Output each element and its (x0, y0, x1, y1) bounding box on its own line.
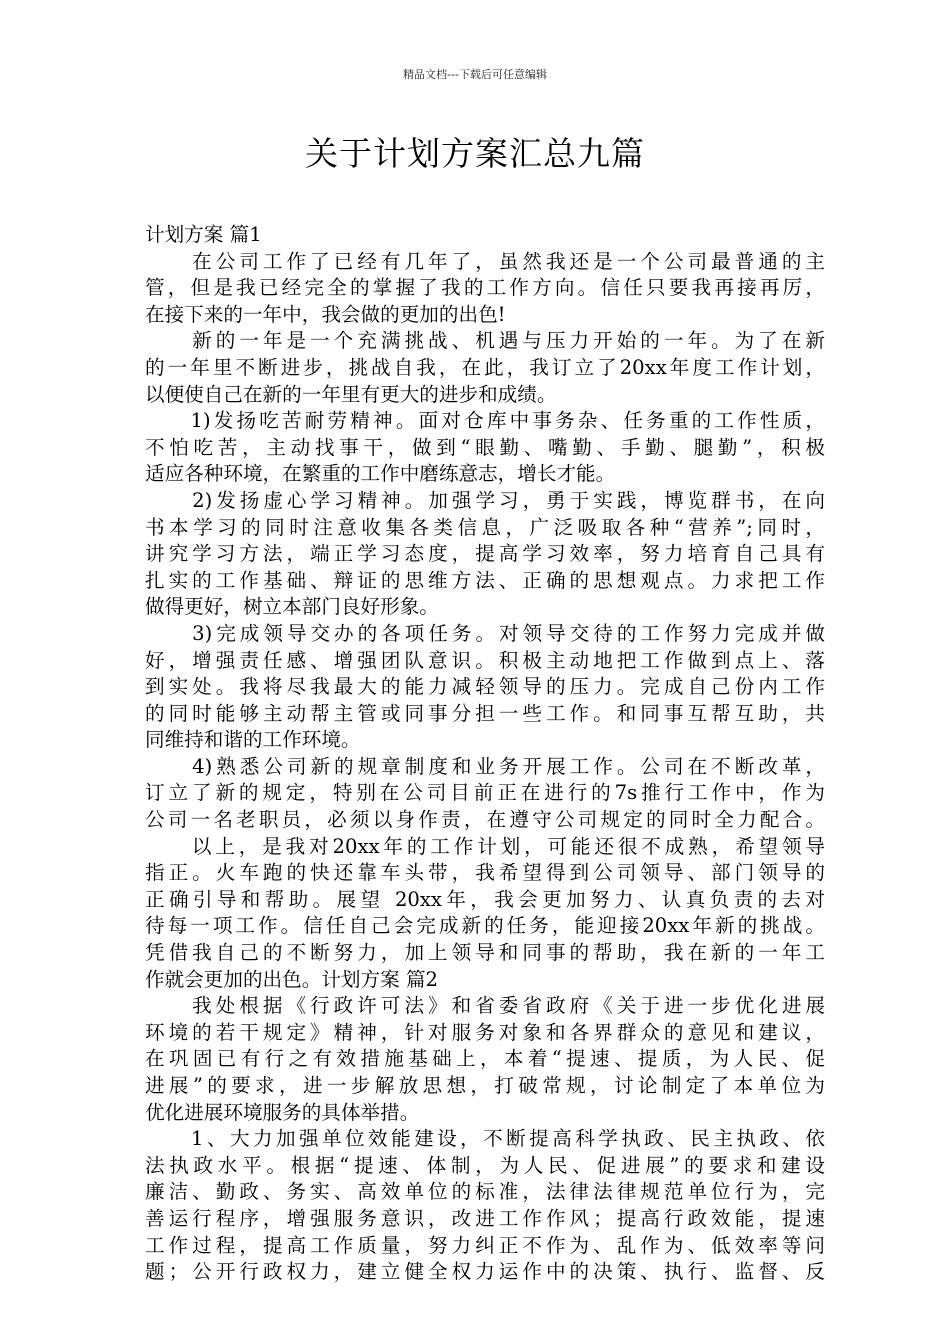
text-line: 1、大力加强单位效能建设，不断提高科学执政、民主执政、依 (145, 1127, 825, 1151)
text-line: 计划方案 篇1 (145, 223, 262, 246)
text-line: 到实处。我将尽我最大的能力减轻领导的压力。完成自己份内工作 (145, 675, 825, 699)
text-line: 在接下来的一年中，我会做的更加的出色! (145, 302, 506, 326)
text-line: 在巩固已有行之有效措施基础上，本着“提速、提质，为人民、促 (145, 1047, 825, 1071)
text-line: 法执政水平。根据“提速、体制，为人民、促进展”的要求和建设 (145, 1153, 825, 1177)
text-line: 待每一项工作。信任自己会完成新的任务，能迎接20xx年新的挑战。 (145, 914, 825, 938)
text-line: 扎实的工作基础、辩证的思维方法、正确的思想观点。力求把工作 (145, 568, 825, 592)
text-line: 讲究学习方法，端正学习态度，提高学习效率，努力培育自己具有 (145, 542, 825, 566)
text-line: 书本学习的同时注意收集各类信息，广泛吸取各种“营养”;同时， (145, 515, 825, 539)
text-line: 管，但是我已经完全的掌握了我的工作方向。信任只要我再接再厉， (145, 276, 825, 300)
text-line: 同维持和谐的工作环境。 (145, 728, 361, 752)
text-line: 新的一年是一个充满挑战、机遇与压力开始的一年。为了在新 (145, 329, 825, 353)
text-line: 廉洁、勤政、务实、高效单位的标准，法律法律规范单位行为，完 (145, 1180, 825, 1204)
text-line: 善运行程序，增强服务意识，改进工作作风；提高行政效能，提速 (145, 1206, 825, 1230)
text-line: 工作过程，提高工作质量，努力纠正不作为、乱作为、低效率等问 (145, 1233, 825, 1257)
text-line: 以便使自己在新的一年里有更大的进步和成绩。 (145, 382, 557, 406)
text-line: 的一年里不断进步，挑战自我，在此，我订立了20xx年度工作计划， (145, 355, 825, 379)
text-line: 不怕吃苦，主动找事干，做到“眼勤、嘴勤、手勤、腿勤”，积极 (145, 435, 825, 459)
text-line: 题；公开行政权力，建立健全权力运作中的决策、执行、监督、反 (145, 1260, 825, 1284)
text-line: 在公司工作了已经有几年了，虽然我还是一个公司最普通的主 (145, 249, 825, 273)
text-line: 做得更好，树立本部门良好形象。 (145, 595, 439, 619)
text-line: 适应各种环境，在繁重的工作中磨练意志，增长才能。 (145, 462, 616, 486)
text-line: 指正。火车跑的快还靠车头带，我希望得到公司领导、部门领导的 (145, 861, 825, 885)
text-line: 好，增强责任感、增强团队意识。积极主动地把工作做到点上、落 (145, 648, 825, 672)
text-line: 凭借我自己的不断努力，加上领导和同事的帮助，我在新的一年工 (145, 941, 825, 965)
text-line: 3)完成领导交办的各项任务。对领导交待的工作努力完成并做 (145, 621, 825, 645)
text-line: 环境的若干规定》精神，针对服务对象和各界群众的意见和建议， (145, 1020, 825, 1044)
text-line: 优化进展环境服务的具体举措。 (145, 1100, 420, 1124)
text-line: 2)发扬虚心学习精神。加强学习，勇于实践，博览群书，在向 (145, 488, 825, 512)
text-line: 4)熟悉公司新的规章制度和业务开展工作。公司在不断改革， (145, 754, 825, 778)
text-line: 我处根据《行政许可法》和省委省政府《关于进一步优化进展 (145, 994, 825, 1018)
text-line: 进展”的要求，进一步解放思想，打破常规，讨论制定了本单位为 (145, 1074, 825, 1097)
text-line: 公司一名老职员，必须以身作责，在遵守公司规定的同时全力配合。 (145, 808, 825, 832)
text-line: 订立了新的规定，特别在公司目前正在进行的7s推行工作中，作为 (145, 781, 825, 805)
header-note: 精品文档---下载后可任意编辑 (403, 68, 547, 81)
document-title: 关于计划方案汇总九篇 (305, 134, 645, 173)
text-line: 正确引导和帮助。展望 20xx年，我会更加努力、认真负责的去对 (145, 887, 825, 911)
text-line: 的同时能够主动帮主管或同事分担一些工作。和同事互帮互助，共 (145, 701, 825, 725)
text-line: 作就会更加的出色。计划方案 篇2 (145, 967, 439, 991)
document-body (145, 222, 825, 1286)
text-line: 1)发扬吃苦耐劳精神。面对仓库中事务杂、任务重的工作性质， (145, 409, 825, 433)
text-line: 以上，是我对20xx年的工作计划，可能还很不成熟，希望领导 (145, 834, 825, 858)
